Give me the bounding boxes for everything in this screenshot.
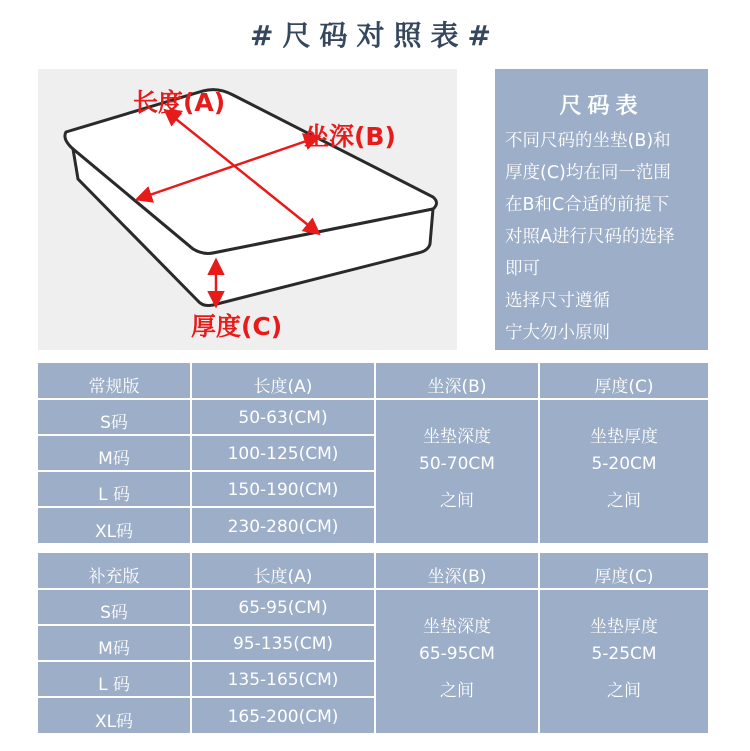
label-thickness-c: 厚度(C) (191, 312, 283, 341)
thickness-cell: 5-25CM (591, 644, 657, 664)
cushion-diagram (38, 69, 457, 350)
size-table-regular (38, 363, 708, 543)
depth-cell: 50-70CM (419, 454, 495, 474)
size-note-line: 在B和C合适的前提下 (505, 195, 670, 215)
table-header-cell: 厚度(C) (594, 377, 654, 397)
table-header-cell: 坐深(B) (427, 567, 487, 587)
page-title: #尺码对照表# (250, 19, 500, 52)
size-note-line: 即可 (505, 259, 540, 279)
size-cell: S码 (100, 603, 128, 623)
size-cell: M码 (98, 639, 130, 659)
label-depth-b: 坐深(B) (304, 122, 396, 151)
table-header-cell: 厚度(C) (594, 567, 654, 587)
table-header-cell: 长度(A) (253, 377, 313, 397)
thickness-cell: 之间 (607, 681, 641, 701)
size-table-supplement (38, 553, 708, 733)
label-length-a: 长度(A) (133, 88, 226, 117)
size-note-line: 对照A进行尺码的选择 (505, 227, 675, 247)
size-note-line: 不同尺码的坐垫(B)和 (505, 131, 671, 151)
depth-cell: 之间 (440, 681, 474, 701)
length-cell: 135-165(CM) (227, 670, 339, 690)
thickness-cell: 坐垫厚度 (590, 427, 658, 447)
size-cell: XL码 (94, 522, 134, 542)
size-cell: XL码 (94, 712, 134, 732)
thickness-cell: 坐垫厚度 (590, 617, 658, 637)
depth-cell: 坐垫深度 (423, 427, 491, 447)
table-header-cell: 长度(A) (253, 567, 313, 587)
size-cell: M码 (98, 449, 130, 469)
size-cell: L 码 (98, 485, 130, 505)
length-cell: 65-95(CM) (238, 598, 328, 618)
length-cell: 150-190(CM) (227, 480, 339, 500)
table-header-cell: 常规版 (88, 377, 140, 397)
length-cell: 50-63(CM) (238, 408, 328, 428)
depth-cell: 65-95CM (419, 644, 495, 664)
thickness-cell: 之间 (607, 491, 641, 511)
length-cell: 230-280(CM) (227, 517, 339, 537)
length-cell: 95-135(CM) (232, 634, 334, 654)
thickness-cell: 5-20CM (591, 454, 657, 474)
size-cell: L 码 (98, 675, 130, 695)
size-note-line: 选择尺寸遵循 (505, 291, 610, 311)
size-note-line: 宁大勿小原则 (505, 323, 610, 343)
length-cell: 100-125(CM) (227, 444, 339, 464)
depth-cell: 之间 (440, 491, 474, 511)
table-header-cell: 补充版 (88, 567, 140, 587)
size-note-title: 尺码表 (559, 94, 644, 119)
size-note-box (495, 69, 708, 350)
table-header-cell: 坐深(B) (427, 377, 487, 397)
depth-cell: 坐垫深度 (423, 617, 491, 637)
length-cell: 165-200(CM) (227, 707, 339, 727)
size-note-line: 厚度(C)均在同一范围 (505, 163, 671, 183)
size-cell: S码 (100, 413, 128, 433)
